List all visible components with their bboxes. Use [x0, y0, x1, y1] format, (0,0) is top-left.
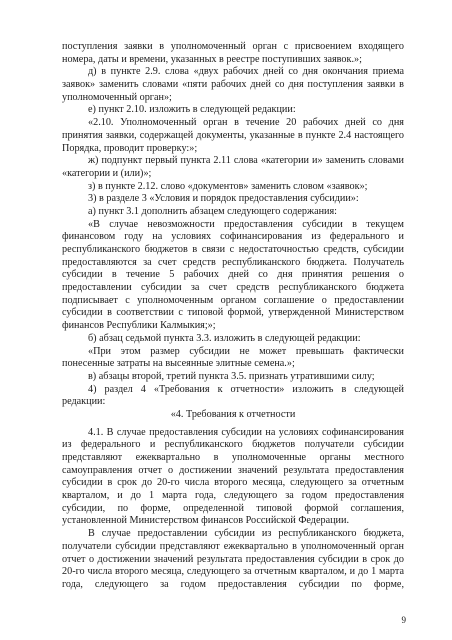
- text-line: ж) подпункт первый пункта 2.11 слова «категории и» заменить словами: [88, 155, 404, 167]
- text-line: предоставлении субсидии за счет средств республиканского бюджета: [62, 282, 404, 294]
- text-line: субсидии в срок до 20-го числа второго месяца, следующего за отчетным: [62, 477, 404, 489]
- text-line: з) в пункте 2.12. слово «документов» заменить словом «заявок»;: [88, 180, 368, 192]
- text-line: получатели субсидии представляют ежеквартально в уполномоченный орган: [62, 540, 404, 552]
- document-body: [62, 41, 404, 592]
- text-line: 20-го числа второго месяца, следующего за отчетным кварталом, и до 1 марта: [62, 566, 404, 578]
- text-line: финансов Республики Калмыкия;»;: [62, 320, 216, 332]
- text-line: «4. Требования к отчетности: [170, 408, 296, 420]
- text-line: субсидии, по форме, определенной типовой формой соглашения,: [62, 502, 404, 514]
- text-line: е) пункт 2.10. изложить в следующей редакции:: [88, 104, 296, 116]
- text-line: предоставляются за счет средств республиканского бюджета. Получатель: [62, 256, 404, 268]
- text-line: установленной Министерством финансов Российской Федерации.: [62, 515, 350, 527]
- text-line: поступления заявки в уполномоченный орган с присвоением входящего: [62, 41, 404, 52]
- text-line: «2.10. Уполномоченный орган в течение 20 рабочих дней со дня: [88, 117, 404, 129]
- text-line: «категории и (или)»;: [62, 167, 152, 179]
- text-line: «При этом размер субсидии не может превышать фактически: [88, 345, 404, 357]
- text-line: 3) в разделе 3 «Условия и порядок предоставления субсидии»:: [88, 193, 359, 205]
- text-line: в) абзацы второй, третий пункта 3.5. признать утратившими силу;: [88, 370, 375, 382]
- text-line: а) пункт 3.1 дополнить абзацем следующего содержания:: [88, 205, 338, 217]
- text-line: 4) раздел 4 «Требования к отчетности» изложить в следующей: [88, 383, 404, 395]
- page-number: 9: [401, 615, 406, 625]
- text-line: самоуправления отчет о достижении значений результата предоставления: [62, 464, 404, 476]
- text-line: отчет о достижении значений результата предоставления субсидии в срок до: [62, 553, 404, 565]
- text-line: представляют ежеквартально в уполномоченные органы местного: [62, 452, 404, 463]
- text-line: субсидии в течение 5 рабочих дней со дня принятия решения о: [62, 269, 404, 281]
- text-line: д) в пункте 2.9. слова «двух рабочих дней со дня окончания приема: [88, 66, 404, 78]
- text-line: финансовом году на условиях софинансирования из федерального и: [62, 231, 404, 243]
- text-line: Порядка, проводит проверку:»;: [62, 142, 198, 154]
- text-line: принятия заявки, содержащей документы, указанные в пункте 2.4 настоящего: [62, 129, 404, 141]
- text-line: уполномоченный орган»;: [62, 91, 172, 103]
- text-line: субсидии в соответствии с типовой формой, утвержденной Министерством: [62, 307, 404, 319]
- text-line: «В случае невозможности предоставления субсидии в текущем: [88, 218, 404, 230]
- text-line: 4.1. В случае предоставления субсидии на условиях софинансирования: [88, 426, 404, 438]
- text-line: республиканского бюджетов в связи с недостаточностью средств, субсидии: [62, 244, 404, 255]
- text-line: номера, даты и времени, указанных в реестре поступивших заявок.»;: [62, 53, 362, 65]
- text-line: б) абзац седьмой пункта 3.3. изложить в следующей редакции:: [88, 332, 361, 344]
- text-line: заявок» заменить словами «пяти рабочих дней со дня поступления заявки в: [62, 79, 404, 91]
- text-line: В случае предоставлении субсидии из республиканского бюджета,: [88, 528, 404, 540]
- text-line: года, следующего за годом предоставления субсидии по форме,: [62, 578, 404, 590]
- text-line: редакции:: [62, 396, 106, 408]
- text-line: подписывает с уполномоченным органом соглашение о предоставлении: [62, 294, 404, 306]
- text-line: кварталом, и до 1 марта года, следующего за годом предоставления: [62, 490, 404, 502]
- text-line: понесенные затраты на высеянные элитные семена.»;: [62, 358, 295, 370]
- text-line: из федерального и республиканского бюджетов получатели субсидии: [62, 439, 404, 451]
